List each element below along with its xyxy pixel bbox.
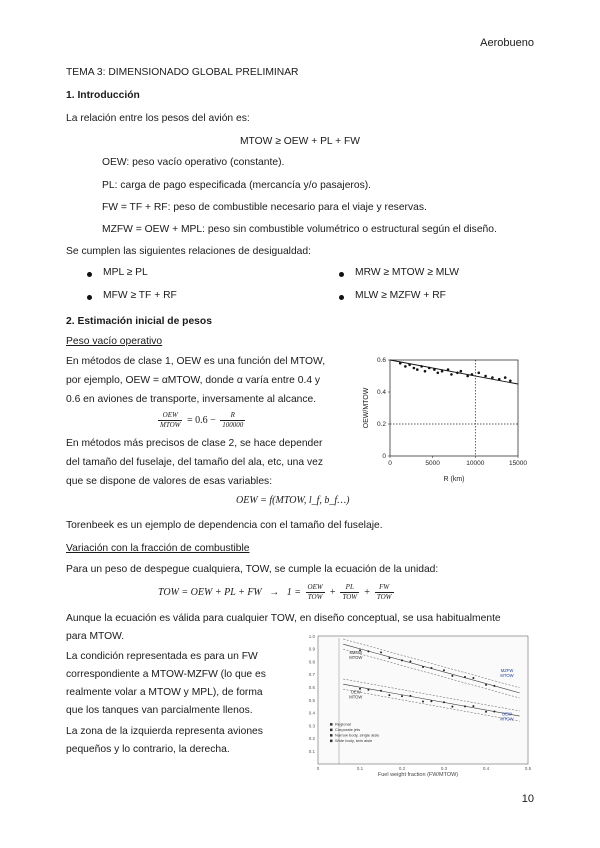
legend-entry: Narrow body, single aisle (335, 732, 380, 738)
oew-range-chart (346, 352, 536, 487)
data-point (504, 376, 507, 379)
data-point (485, 684, 487, 686)
paragraph-line: realmente volar a MTOW y MPL), de forma (66, 687, 263, 698)
fraction-denominator: TOW (376, 593, 392, 601)
data-point (430, 667, 432, 669)
fraction-denominator: TOW (307, 593, 323, 601)
data-point (477, 372, 480, 375)
fraction-denominator: MTOW (160, 421, 181, 429)
y-tick-label: 0.2 (376, 421, 386, 429)
paragraph-line: La condición representada es para un FW (66, 651, 258, 662)
data-point (493, 711, 495, 713)
x-tick-label: 0.5 (524, 766, 532, 771)
y-tick-label: 0.7 (308, 672, 315, 678)
paragraph-line: por ejemplo, OEW = αMTOW, donde α varía entre 0.4 y (66, 375, 321, 386)
data-point (485, 711, 487, 713)
x-tick-label: 15000 (508, 460, 528, 467)
x-axis-label: R (km) (443, 476, 465, 483)
fraction-numerator: FW (375, 583, 394, 593)
bullet-icon (87, 272, 92, 277)
legend-marker (330, 723, 333, 726)
chart-frame (390, 360, 518, 456)
series-label-line: MTOW (500, 672, 514, 678)
x-tick-label: 0.4 (482, 766, 490, 771)
data-point (443, 701, 445, 703)
intro-text: La relación entre los pesos del avión es: (66, 113, 250, 124)
header-brand: Aerobueno (480, 37, 534, 49)
data-point (443, 669, 445, 671)
plus-sign: + (363, 586, 371, 598)
data-point (436, 372, 439, 375)
data-point (491, 376, 494, 379)
section1-heading: 1. Introducción (66, 90, 140, 101)
unity-equation-lhs: TOW = OEW + PL + FW (158, 586, 262, 598)
series-label-line: MZFW (500, 667, 514, 673)
paragraph-line: para MTOW. (66, 631, 125, 642)
legend-entry: Regional (335, 721, 351, 727)
paragraph-line: que los tanques van parcialmente llenos. (66, 705, 253, 716)
x-tick-label: 0.3 (440, 766, 448, 771)
series-label (500, 711, 513, 721)
inequality-item: MRW ≥ MTOW ≥ MLW (355, 267, 459, 278)
y-tick-label: 0.1 (308, 749, 315, 754)
paragraph-line: La zona de la izquierda representa aviones (66, 726, 263, 737)
data-point (367, 650, 369, 652)
data-point (422, 666, 424, 668)
y-tick-label: 0.2 (308, 736, 315, 742)
legend-entry: Corporate jets (335, 727, 361, 733)
main-inequality: MTOW ≥ OEW + PL + FW (239, 136, 361, 147)
series-label-line: OEW (501, 711, 513, 717)
data-point (424, 370, 427, 373)
data-point (471, 373, 474, 376)
data-point (380, 690, 382, 692)
arrow-icon: → (269, 586, 280, 598)
legend-marker (330, 729, 333, 732)
data-point (408, 364, 411, 367)
data-point (509, 380, 512, 383)
data-point (388, 657, 390, 659)
fraction-denominator: TOW (342, 593, 358, 601)
fraction-numerator: PL (340, 583, 359, 593)
data-point (367, 689, 369, 691)
legend-entry: Wide body, twin aisle (335, 738, 373, 744)
y-tick-label: 0.6 (308, 685, 315, 690)
data-point (498, 378, 501, 381)
y-tick-label: 0.8 (308, 659, 315, 665)
x-axis-label: Fuel weight fraction (FW/MTOW) (377, 772, 459, 778)
series-label (349, 650, 362, 660)
y-axis-label: OEW/MTOW (363, 387, 370, 429)
y-tick-label: 0.4 (376, 389, 386, 397)
data-point (493, 685, 495, 687)
page-number: 10 (521, 793, 534, 805)
torenbeek-text: Torenbeek es un ejemplo de dependencia con el tamaño del fuselaje. (66, 520, 383, 531)
x-tick-label: 0 (316, 766, 320, 771)
data-point (441, 370, 444, 373)
data-point (413, 367, 416, 370)
y-tick-label: 0.9 (308, 646, 315, 652)
tema-title: TEMA 3: DIMENSIONADO GLOBAL PRELIMINAR (66, 67, 299, 78)
data-point (399, 362, 402, 365)
data-point (464, 676, 466, 678)
bullet-icon (339, 295, 344, 300)
data-point (447, 368, 450, 371)
data-point (422, 701, 424, 703)
data-point (460, 370, 463, 373)
series-label-line: MTOW (349, 694, 363, 700)
fraction-numerator: OEW (158, 411, 182, 421)
inequality-item: MPL ≥ PL (103, 267, 148, 278)
x-tick-label: 0.2 (398, 766, 406, 771)
y-tick-label: 0.3 (308, 723, 315, 729)
data-point (464, 705, 466, 707)
series-label (349, 690, 362, 700)
paragraph-line: En métodos más precisos de clase 2, se hace depender (66, 438, 323, 449)
series-label-line: MZFW (349, 649, 363, 655)
unity-equation (158, 583, 396, 602)
data-point (450, 373, 453, 376)
oew-function-equation: OEW = f(MTOW, l_f, b_f…) (236, 495, 350, 506)
data-point (416, 368, 419, 371)
x-tick-label: 5000 (425, 460, 440, 467)
data-point (428, 367, 431, 370)
data-point (451, 675, 453, 677)
definition-oew: OEW: peso vacío operativo (constante). (102, 157, 285, 168)
data-point (401, 659, 403, 661)
data-point (472, 705, 474, 707)
paragraph-line: que se dispone de valores de esas variables: (66, 476, 273, 487)
series-label-line: MTOW (500, 716, 514, 722)
fraction-denominator: 100000 (222, 421, 244, 429)
definition-fw: FW = TF + RF: peso de combustible necesario para el viaje y reservas. (102, 202, 427, 213)
oew-fraction-equation (156, 411, 247, 430)
data-point (388, 694, 390, 696)
inequality-item: MLW ≥ MZFW + RF (355, 290, 446, 301)
plus-sign: + (329, 586, 336, 598)
paragraph-line: Aunque la ecuación es válida para cualquier TOW, en diseño conceptual, se usa habitualmente (66, 613, 501, 624)
x-tick-label: 0.1 (356, 766, 364, 771)
subheading-fraccion-combustible: Variación con la fracción de combustible (66, 543, 250, 554)
paragraph-line: correspondiente a MTOW-MZFW (lo que es (66, 669, 266, 680)
series-label (500, 668, 513, 678)
x-tick-label: 10000 (466, 460, 485, 467)
bullet-icon (87, 295, 92, 300)
paragraph-line: pequeños y lo contrario, la derecha. (66, 744, 230, 755)
series-label-line: OEW (350, 689, 361, 695)
data-point (409, 695, 411, 697)
definition-pl: PL: carga de pago especificada (mercancía y/o pasajeros). (102, 180, 372, 191)
tow-intro-text: Para un peso de despegue cualquiera, TOW, se cumple la ecuación de la unidad: (66, 564, 439, 575)
paragraph-line: En métodos de clase 1, OEW es una función del MTOW, (66, 356, 326, 367)
series-label-line: MTOW (349, 654, 363, 660)
data-point (430, 700, 432, 702)
data-point (404, 365, 407, 368)
paragraph-line: 0.6 en aviones de transporte, inversamente al alcance. (66, 394, 317, 405)
subheading-peso-vacio: Peso vacío operativo (66, 336, 163, 347)
data-point (484, 375, 487, 378)
unity-equation-one: 1 = (286, 586, 302, 598)
data-point (456, 372, 459, 375)
data-point (433, 368, 436, 371)
weight-fraction-chart (300, 632, 538, 780)
y-tick-label: 0.5 (308, 697, 315, 703)
inequality-intro: Se cumplen las siguientes relaciones de desigualdad: (66, 246, 311, 257)
data-point (466, 375, 469, 378)
equation-middle: = 0.6 − (186, 414, 216, 426)
inequality-item: MFW ≥ TF + RF (103, 290, 177, 301)
data-point (420, 365, 423, 368)
fraction-numerator: OEW (307, 583, 323, 591)
data-point (451, 706, 453, 708)
data-point (380, 651, 382, 653)
y-tick-label: 0 (382, 453, 386, 461)
paragraph-line: del tamaño del fuselaje, del tamaño del ala, etc, una vez (66, 457, 324, 468)
y-tick-label: 0.6 (376, 357, 386, 365)
y-tick-label: 1.0 (308, 633, 315, 639)
bullet-icon (339, 272, 344, 277)
data-point (401, 695, 403, 697)
data-point (472, 677, 474, 679)
y-tick-label: 0.4 (308, 710, 315, 716)
x-tick-label: 0 (388, 460, 392, 467)
legend-marker (330, 734, 333, 737)
fraction-numerator: R (220, 411, 245, 421)
data-point (409, 660, 411, 662)
legend-marker (330, 740, 333, 743)
definition-mzfw: MZFW = OEW + MPL: peso sin combustible volumétrico o estructural según el diseño. (102, 224, 497, 235)
section2-heading: 2. Estimación inicial de pesos (66, 316, 212, 327)
